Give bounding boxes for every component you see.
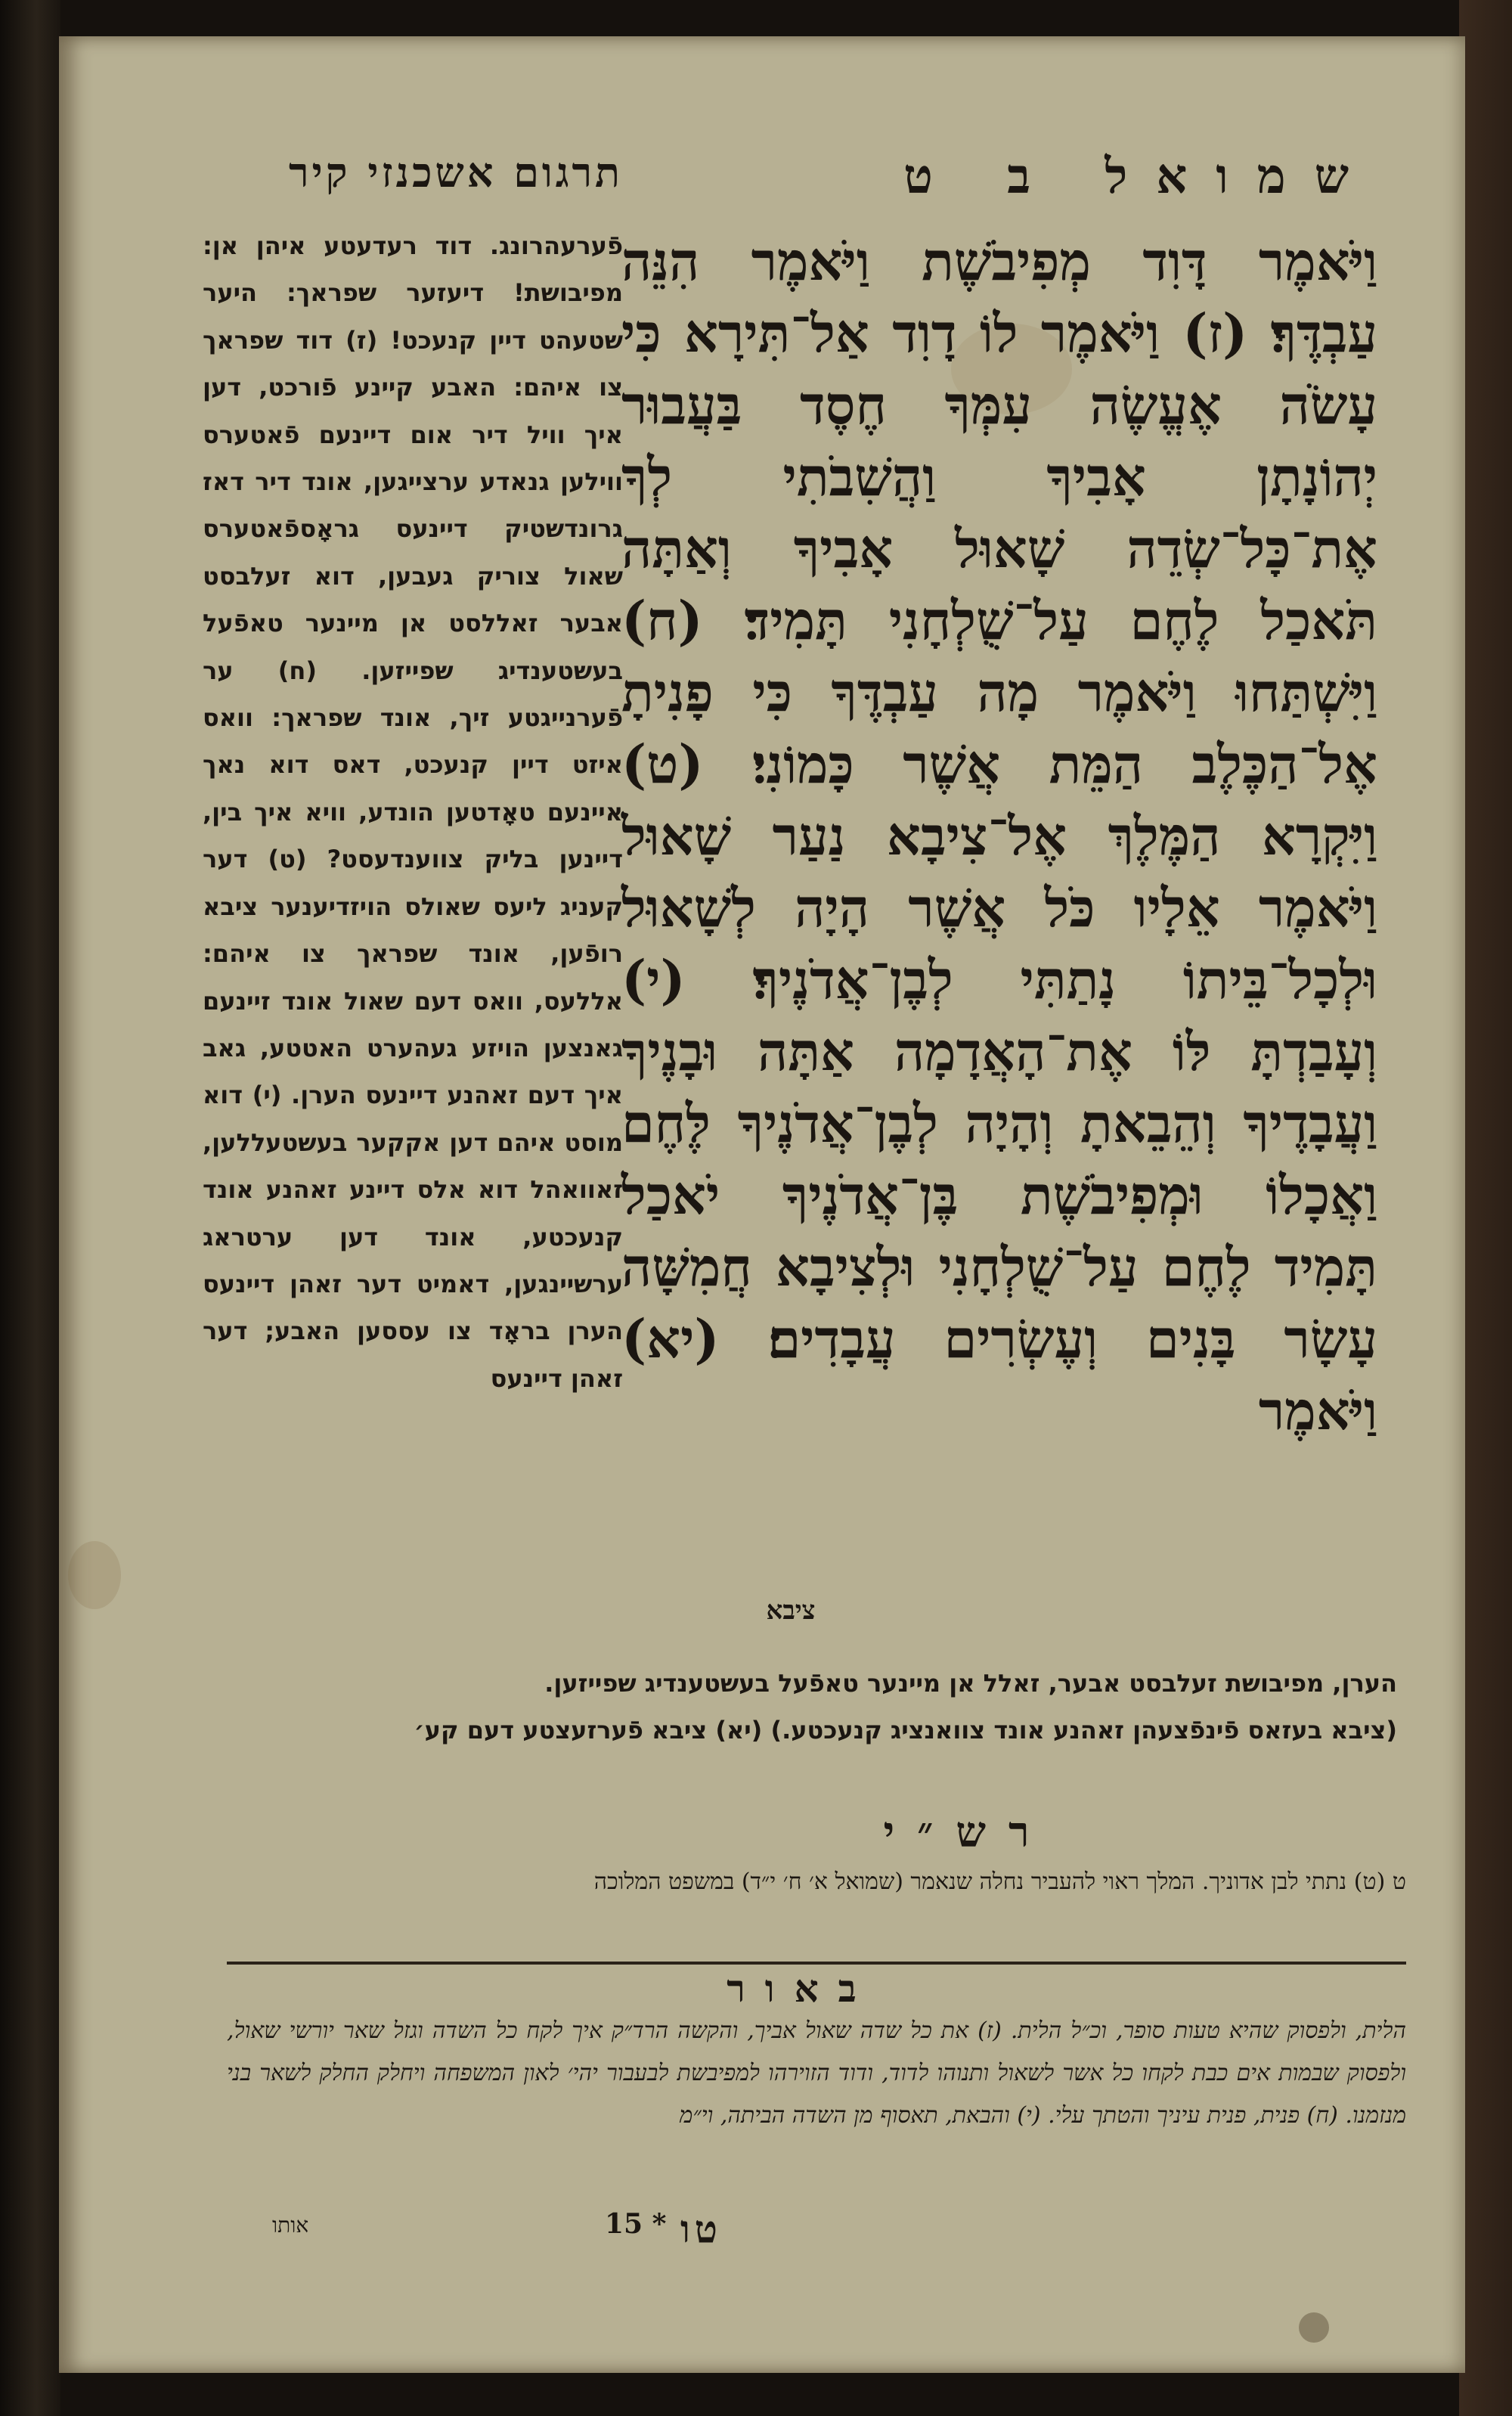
page-edge	[1459, 0, 1512, 2416]
rashi-heading: רש״י	[883, 1807, 1052, 1857]
book-spine	[0, 0, 60, 2416]
biur-text: הלית, ולפסוק שהיא טעות סופר, וכ״ל הלית. (ז) את כל שדה שאול אביך, והקשה הרד״ק איך לקח כל השדה וגזל שאר יורשי שאול, ולפסוק שבמות אים כבת לקחו כל אשר לשאול ותנוהו לדוד, ודוד הזוירהו למפיבשת לבעבור יהי׳ לאון המשפחה ויחלק החלק לשאר בני מנזמנו. (ח) פנית, פנית עיניך והטתך עלי. (י) והבאת, תאסוף מן השדה הביתה, וי״מ	[227, 2017, 1406, 2129]
translation-line: הערן, מפיבושת זעלבסט אבער, זאלל אן מיינער טאפֿעל בעשטענדיג שפייזען.	[544, 1669, 1397, 1698]
catchword: ציבא	[766, 1596, 816, 1626]
page-footer	[227, 2208, 1406, 2261]
running-head: שמואל ב ט	[903, 148, 1377, 205]
translation-heading: תרגום אשכנזי קיר	[288, 148, 623, 197]
translation-line: (ציבא בעזאס פֿינפֿצעהן זאהנע אונד צוואנציג קנעכטע.) (יא) ציבא פֿערזעצטע דעם קע׳	[414, 1716, 1397, 1745]
biur-heading: באור	[727, 1966, 876, 2011]
main-text-column	[621, 148, 1377, 1585]
signature-mark: 15 *	[605, 2208, 667, 2240]
translation-text: פֿערעהרונג. דוד רעדעטע איהן אן: מפיבושת! דיעזער שפראך: היער שטעהט דיין קנעכט! (ז) דוד שפראך צו איהם: האבע קיינע פֿורכט, דען איך וויל דיר אום דיינעם פֿאטערס ווילען גנאדע ערצייגען, אונד דיר דאז גרונדשטיק דיינעס גראָספֿאטערס שאול צוריק געבען, דוא זעלבסט אבער זאללסט אן מיינער טאפֿעל בעשטענדיג שפייזען. (ח) ער פֿערנייגטע זיך, אונד שפראך: וואס איזט דיין קנעכט, דאס דוא נאך איינעם טאָדטען הונדע, וויא איך בין, דיינען בליק צווענדעסט? (ט) דער קעניג ליעס שאולס הויזדיענער ציבא רופֿען, אונד שפראך צו איהם: אללעס, וואס דעם שאול אונד זיינעם גאנצען הויזע געהערט האטטע, גאב איך דעם זאהנע דיינעס הערן. (י) דוא מוסט איהם דען אקקער בעשטעללען, זאוואהל דוא אלס דיינע זאהנע אונד קנעכטע, אונד דען ערטראג ערשיינגען, דאמיט דער זאהן דיינעס הערן בראָד צו עססען האבע; דער זאהן דיינעס	[203, 231, 623, 1393]
custos-word: אותו	[272, 2213, 309, 2238]
translation-column	[203, 148, 623, 1668]
translation-continuation	[203, 1660, 1397, 1754]
bible-text: וַיֹּאמֶר דָּוִד מְפִיבֹשֶׁת וַיֹּאמֶר הִנֵּה עַבְדֶּךָ׃ (ז) וַיֹּאמֶר לוֹ דָוִד אַל־תִּירָא כִּי עָשֹׂה אֶעֱשֶׂה עִמְּךָ חֶסֶד בַּעֲבוּר יְהוֹנָתָן אָבִיךָ וַהֲשִׁבֹתִי לְךָ אֶת־כָּל־שְׂדֵה שָׁאוּל אָבִיךָ וְאַתָּה תֹּאכַל לֶחֶם עַל־שֻׁלְחָנִי תָּמִיד׃ (ח) וַיִּשְׁתַּחוּ וַיֹּאמֶר מָה עַבְדֶּךָ כִּי פָנִיתָ אֶל־הַכֶּלֶב הַמֵּת אֲשֶׁר כָּמוֹנִי׃ (ט) וַיִּקְרָא הַמֶּלֶךְ אֶל־צִיבָא נַעַר שָׁאוּל וַיֹּאמֶר אֵלָיו כֹּל אֲשֶׁר הָיָה לְשָׁאוּל וּלְכָל־בֵּיתוֹ נָתַתִּי לְבֶן־אֲדֹנֶיךָ׃ (י) וְעָבַדְתָּ לּוֹ אֶת־הָאֲדָמָה אַתָּה וּבָנֶיךָ וַעֲבָדֶיךָ וְהֵבֵאתָ וְהָיָה לְבֶן־אֲדֹנֶיךָ לֶּחֶם וַאֲכָלוֹ וּמְפִיבֹשֶׁת בֶּן־אֲדֹנֶיךָ יֹאכַל תָּמִיד לֶחֶם עַל־שֻׁלְחָנִי וּלְצִיבָא חֲמִשָּׁה עָשָׂר בָּנִים וְעֶשְׂרִים עֲבָדִים׃ (יא) וַיֹּאמֶר	[621, 230, 1377, 1442]
foxing-stain	[68, 1541, 121, 1609]
rashi-text: ט (ט) נתתי לבן אדוניך. המלך ראוי להעביר נחלה שנאמר (שמואל א׳ ח׳ י״ד) במשפט המלוכה	[593, 1869, 1406, 1895]
foxing-stain	[1299, 2312, 1329, 2343]
folio-number: טו	[680, 2207, 722, 2251]
section-divider	[227, 1962, 1406, 1965]
